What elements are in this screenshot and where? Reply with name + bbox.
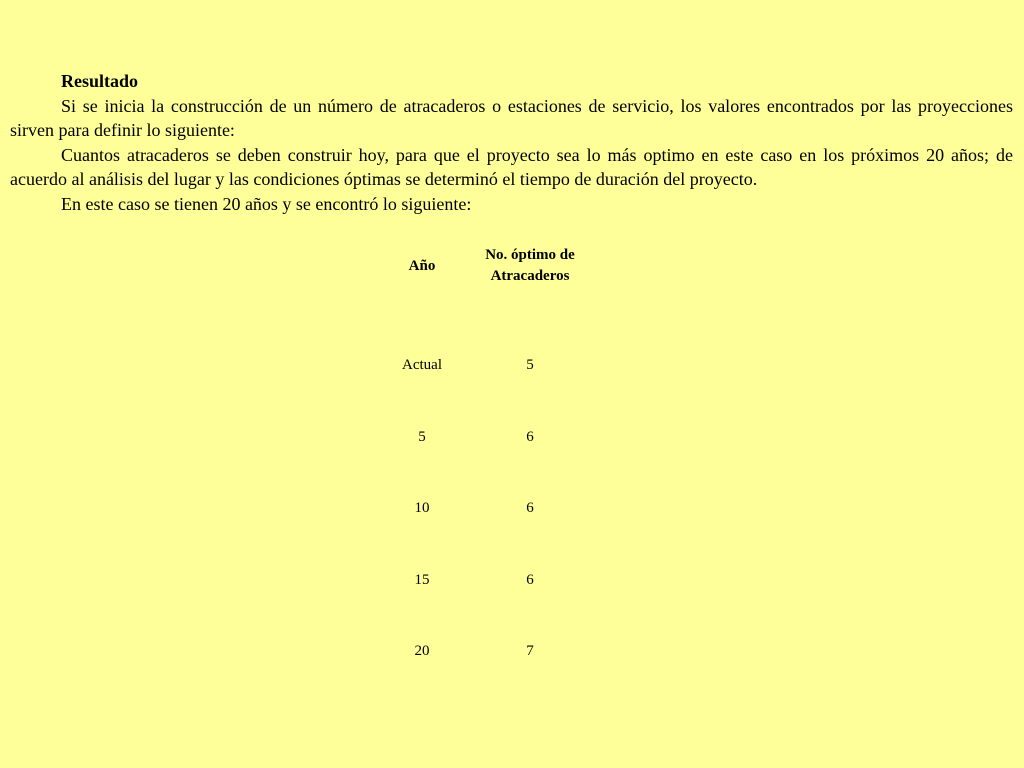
berths-table — [380, 240, 596, 688]
cell-berths: 6 — [526, 428, 534, 445]
cell-year: 15 — [414, 571, 430, 588]
paragraph-result-intro: En este caso se tienen 20 años y se encontró lo siguiente: — [61, 193, 472, 214]
cell-berths: 6 — [526, 500, 534, 517]
cell-year: 10 — [414, 500, 430, 517]
table-header-row — [380, 240, 596, 292]
document-body — [10, 69, 1013, 216]
header-optimal-berths: No. óptimo de Atracaderos — [485, 247, 575, 284]
cell-year: Actual — [402, 357, 442, 374]
paragraph-question: Cuantos atracaderos se deben construir hoy, para que el proyecto sea lo más optimo en este caso en los próximos 20 años; de acuerdo al análisis del lugar y las condiciones óptimas se determinó el tiempo de duración del proyecto. — [10, 144, 1013, 189]
cell-berths: 6 — [526, 571, 534, 588]
cell-berths: 5 — [526, 357, 534, 374]
table-row — [380, 473, 596, 545]
cell-berths: 7 — [526, 643, 534, 660]
paragraph-intro: Si se inicia la construcción de un número de atracaderos o estaciones de servicio, los valores encontrados por las proyecciones sirven para definir lo siguiente: — [10, 95, 1013, 140]
table-row — [380, 616, 596, 688]
cell-year: 20 — [414, 643, 430, 660]
table-row — [380, 545, 596, 617]
table-row — [380, 292, 596, 402]
header-year: Año — [408, 257, 436, 274]
section-heading: Resultado — [61, 71, 139, 91]
cell-year: 5 — [418, 428, 426, 445]
table-row — [380, 402, 596, 474]
